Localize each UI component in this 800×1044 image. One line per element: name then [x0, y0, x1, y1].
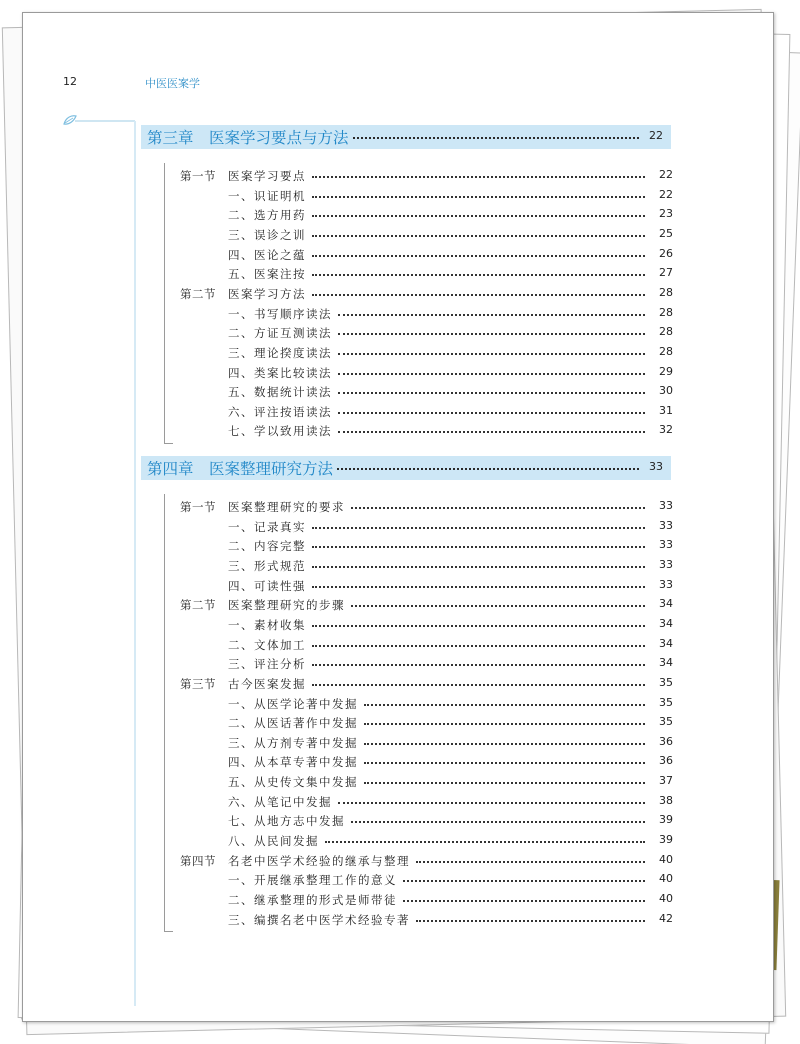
entry-title: 医案学习要点 [228, 168, 312, 184]
dot-leader [338, 431, 645, 433]
dot-leader [364, 743, 645, 745]
toc-subsection-entry[interactable] [228, 774, 673, 790]
entry-title: 七、从地方志中发掘 [228, 813, 351, 829]
toc-subsection-entry[interactable] [228, 325, 673, 341]
entry-page-number: 39 [659, 813, 673, 827]
dot-leader [312, 546, 645, 548]
toc-subsection-entry[interactable] [228, 384, 673, 400]
entry-title: 五、从史传文集中发掘 [228, 774, 364, 790]
dot-leader [364, 782, 645, 784]
toc-subsection-entry[interactable] [228, 892, 673, 908]
dot-leader [312, 274, 645, 276]
dot-leader [364, 723, 645, 725]
entry-page-number: 33 [659, 518, 673, 532]
entry-title: 二、从医话著作中发掘 [228, 715, 364, 731]
dot-leader [351, 507, 645, 509]
entry-page-number: 34 [659, 656, 673, 670]
entry-title: 七、学以致用读法 [228, 423, 338, 439]
entry-title: 八、从民间发掘 [228, 833, 325, 849]
entry-title: 名老中医学术经验的继承与整理 [228, 853, 416, 869]
dot-leader [416, 861, 645, 863]
entry-title: 五、数据统计读法 [228, 384, 338, 400]
entry-page-number: 22 [659, 168, 673, 181]
toc-subsection-entry[interactable] [228, 715, 673, 731]
entry-title: 三、理论揆度读法 [228, 345, 338, 361]
entry-page-number: 26 [659, 246, 673, 260]
toc-subsection-entry[interactable] [228, 735, 673, 751]
toc-subsection-entry[interactable] [228, 207, 673, 223]
toc-subsection-entry[interactable] [228, 519, 673, 535]
dot-leader [338, 412, 645, 414]
toc-subsection-entry[interactable] [228, 813, 673, 829]
entry-title: 六、评注按语读法 [228, 404, 338, 420]
dot-leader [312, 255, 645, 257]
toc-subsection-entry[interactable] [228, 617, 673, 633]
entry-page-number: 36 [659, 734, 673, 748]
entry-page-number: 28 [659, 285, 673, 299]
dot-leader [312, 215, 645, 217]
toc-section-entry[interactable] [180, 597, 673, 613]
dot-leader [312, 645, 645, 647]
entry-title: 一、书写顺序读法 [228, 306, 338, 322]
chapter-bracket [164, 494, 173, 932]
toc-subsection-entry[interactable] [228, 578, 673, 594]
entry-title: 一、从医学论著中发掘 [228, 696, 364, 712]
entry-title: 二、选方用药 [228, 207, 312, 223]
toc-subsection-entry[interactable] [228, 404, 673, 420]
toc-section-entry[interactable] [180, 676, 673, 692]
dot-leader [337, 468, 639, 470]
toc-subsection-entry[interactable] [228, 558, 673, 574]
chapter-page-number: 33 [649, 460, 663, 473]
entry-page-number: 28 [659, 325, 673, 339]
entry-title: 医案整理研究的步骤 [228, 597, 351, 613]
entry-page-number: 38 [659, 793, 673, 807]
dot-leader [338, 353, 645, 355]
toc-subsection-entry[interactable] [228, 794, 673, 810]
entry-page-number: 40 [659, 892, 673, 905]
dot-leader [338, 802, 645, 804]
entry-page-number: 42 [659, 911, 673, 925]
entry-page-number: 40 [659, 852, 673, 866]
toc-section-entry[interactable] [180, 168, 673, 184]
toc-subsection-entry[interactable] [228, 306, 673, 322]
entry-page-number: 37 [659, 774, 673, 788]
entry-page-number: 34 [659, 636, 673, 650]
dot-leader [312, 625, 645, 627]
entry-page-number: 22 [659, 187, 673, 201]
dot-leader [325, 841, 645, 843]
section-number: 第一节 [180, 169, 216, 183]
entry-title: 一、记录真实 [228, 519, 312, 535]
toc-subsection-entry[interactable] [228, 872, 673, 888]
entry-title: 二、继承整理的形式是师带徒 [228, 892, 403, 908]
entry-page-number: 34 [659, 616, 673, 630]
toc-subsection-entry[interactable] [228, 912, 673, 928]
toc-section-entry[interactable] [180, 499, 673, 515]
dot-leader [312, 294, 645, 296]
entry-title: 三、形式规范 [228, 558, 312, 574]
entry-page-number: 34 [659, 597, 673, 611]
dot-leader [312, 586, 645, 588]
entry-title: 二、方证互测读法 [228, 325, 338, 341]
entry-page-number: 30 [659, 384, 673, 398]
chapter-heading[interactable] [141, 125, 671, 149]
entry-page-number: 25 [659, 226, 673, 240]
entry-page-number: 33 [659, 577, 673, 591]
section-number: 第四节 [180, 853, 216, 868]
chapter-heading[interactable] [141, 456, 671, 480]
entry-title: 古今医案发掘 [228, 676, 312, 692]
entry-title: 三、从方剂专著中发掘 [228, 735, 364, 751]
toc-page [22, 12, 774, 1022]
section-number: 第二节 [180, 598, 216, 613]
toc-subsection-entry[interactable] [228, 227, 673, 243]
dot-leader [312, 235, 645, 237]
entry-title: 一、素材收集 [228, 617, 312, 633]
entry-page-number: 27 [659, 266, 673, 280]
entry-title: 医案整理研究的要求 [228, 499, 351, 515]
entry-page-number: 33 [659, 499, 673, 512]
dot-leader [353, 137, 639, 139]
toc-section-entry[interactable] [180, 853, 673, 869]
chapter-title: 第四章 医案整理研究方法 [147, 460, 334, 478]
dot-leader [312, 176, 645, 178]
dot-leader [312, 684, 645, 686]
dot-leader [416, 920, 645, 922]
toc-subsection-entry[interactable] [228, 247, 673, 263]
toc-subsection-entry[interactable] [228, 266, 673, 282]
toc-subsection-entry[interactable] [228, 423, 673, 439]
entry-page-number: 40 [659, 872, 673, 886]
entry-title: 六、从笔记中发掘 [228, 794, 338, 810]
entry-page-number: 35 [659, 695, 673, 709]
entry-page-number: 35 [659, 715, 673, 729]
entry-title: 一、开展继承整理工作的意义 [228, 872, 403, 888]
chapter-page-number: 22 [649, 129, 663, 142]
page-number: 12 [63, 75, 77, 88]
entry-page-number: 35 [659, 675, 673, 689]
dot-leader [351, 821, 645, 823]
entry-title: 一、识证明机 [228, 188, 312, 204]
chapter-bracket [164, 163, 173, 444]
entry-page-number: 28 [659, 344, 673, 358]
dot-leader [403, 880, 645, 882]
entry-page-number: 33 [659, 557, 673, 571]
book-title: 中医医案学 [145, 77, 200, 90]
entry-page-number: 33 [659, 538, 673, 552]
entry-page-number: 32 [659, 423, 673, 437]
toc-subsection-entry[interactable] [228, 365, 673, 381]
toc-subsection-entry[interactable] [228, 188, 673, 204]
dot-leader [312, 527, 645, 529]
toc-section-entry[interactable] [180, 286, 673, 302]
toc-subsection-entry[interactable] [228, 637, 673, 653]
guide-line-left [134, 121, 136, 1006]
dot-leader [403, 900, 645, 902]
toc-subsection-entry[interactable] [228, 656, 673, 672]
entry-title: 四、类案比较读法 [228, 365, 338, 381]
dot-leader [338, 392, 645, 394]
dot-leader [338, 314, 645, 316]
chapter-title: 第三章 医案学习要点与方法 [147, 129, 349, 147]
entry-page-number: 36 [659, 754, 673, 768]
entry-title: 二、文体加工 [228, 637, 312, 653]
entry-title: 四、可读性强 [228, 578, 312, 594]
dot-leader [338, 373, 645, 375]
entry-title: 二、内容完整 [228, 538, 312, 554]
toc-subsection-entry[interactable] [228, 345, 673, 361]
dot-leader [351, 605, 645, 607]
dot-leader [312, 566, 645, 568]
dot-leader [364, 704, 645, 706]
guide-line-top [75, 120, 135, 122]
dot-leader [338, 333, 645, 335]
entry-page-number: 23 [659, 207, 673, 221]
entry-page-number: 39 [659, 833, 673, 847]
entry-title: 三、误诊之训 [228, 227, 312, 243]
dot-leader [364, 762, 645, 764]
entry-page-number: 31 [659, 403, 673, 417]
entry-title: 五、医案注按 [228, 266, 312, 282]
toc-subsection-entry[interactable] [228, 696, 673, 712]
section-number: 第二节 [180, 286, 216, 301]
entry-title: 四、医论之蕴 [228, 247, 312, 263]
section-number: 第一节 [180, 500, 216, 514]
entry-title: 医案学习方法 [228, 286, 312, 302]
entry-title: 四、从本草专著中发掘 [228, 754, 364, 770]
dot-leader [312, 664, 645, 666]
dot-leader [312, 196, 645, 198]
toc-subsection-entry[interactable] [228, 754, 673, 770]
entry-title: 三、编撰名老中医学术经验专著 [228, 912, 416, 928]
toc-subsection-entry[interactable] [228, 833, 673, 849]
section-number: 第三节 [180, 676, 216, 691]
entry-page-number: 28 [659, 305, 673, 319]
entry-title: 三、评注分析 [228, 656, 312, 672]
toc-subsection-entry[interactable] [228, 538, 673, 554]
entry-page-number: 29 [659, 364, 673, 378]
